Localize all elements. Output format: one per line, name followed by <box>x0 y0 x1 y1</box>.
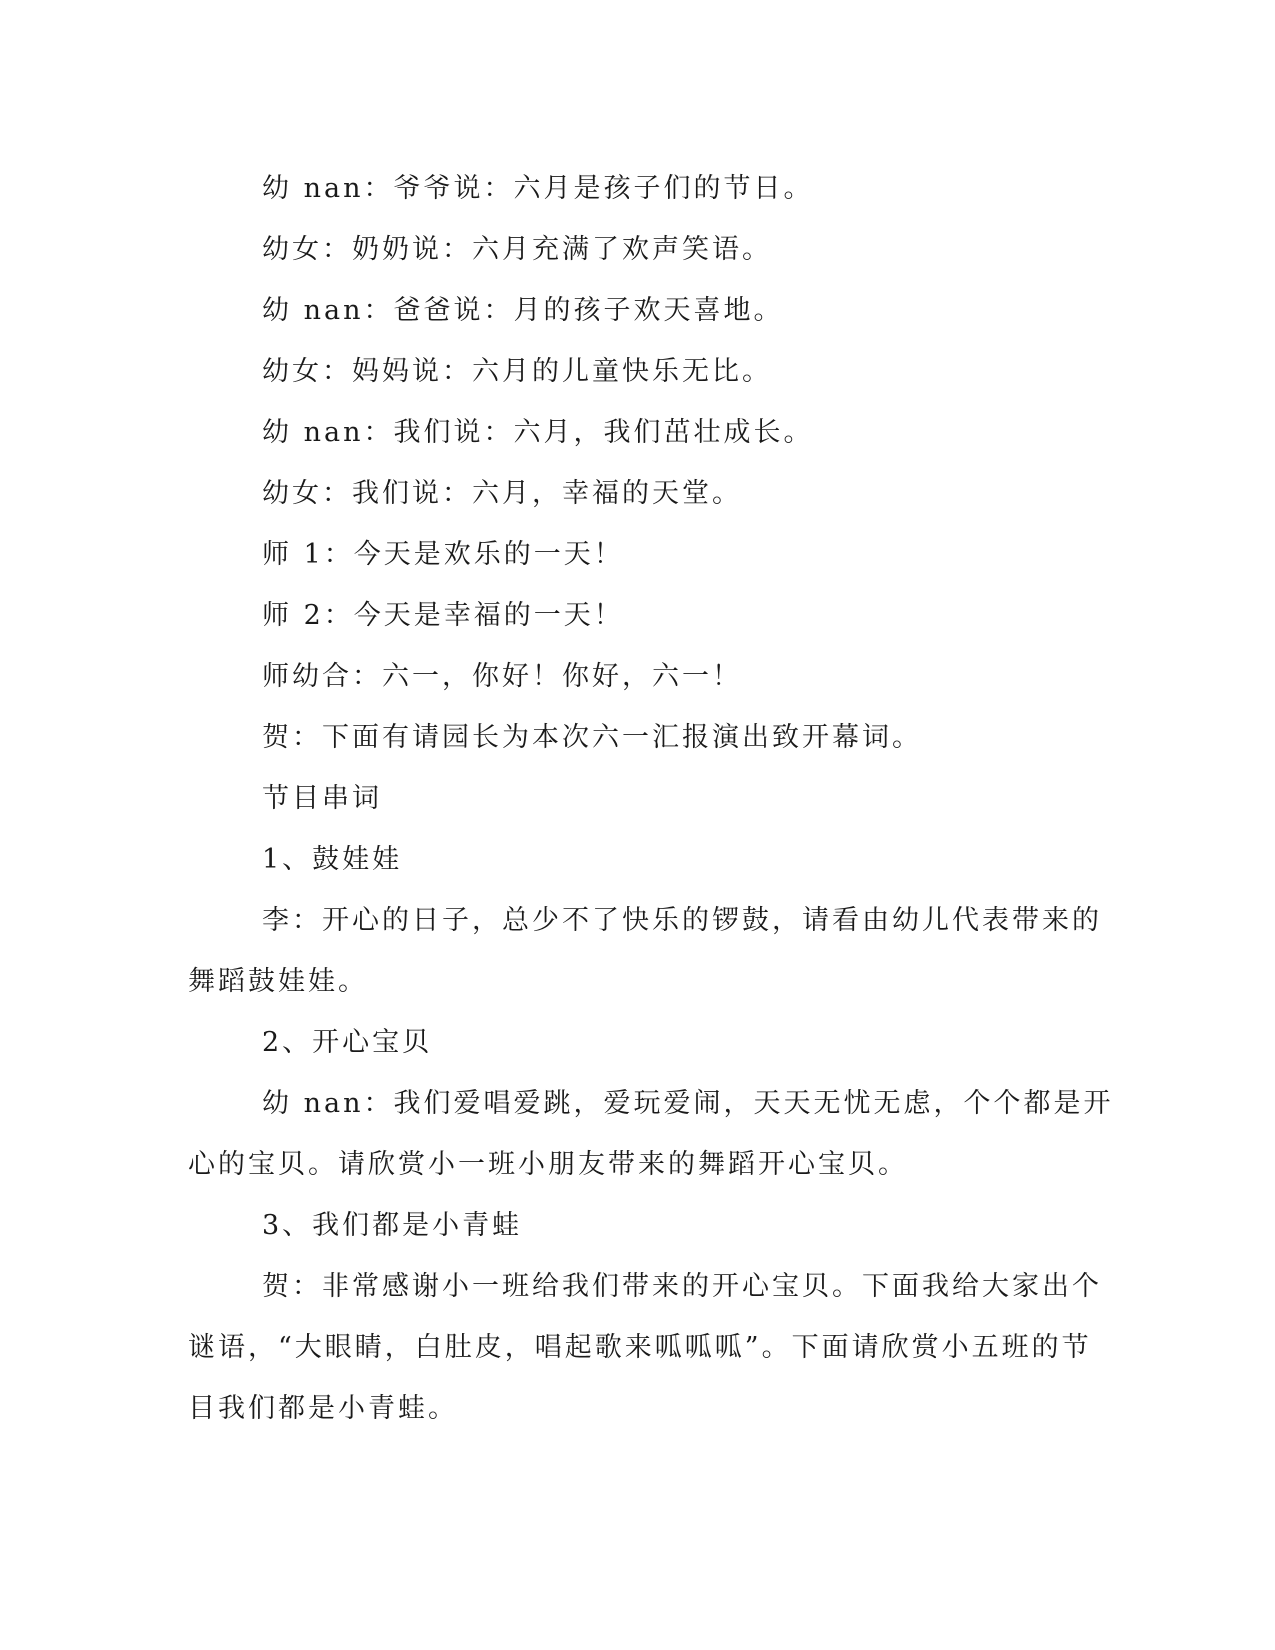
paragraph-line: 幼女：我们说：六月，幸福的天堂。 <box>262 478 742 509</box>
paragraph-line: 幼女：奶奶说：六月充满了欢声笑语。 <box>262 234 772 265</box>
paragraph-line: 师幼合：六一，你好！你好，六一！ <box>262 661 742 692</box>
program-item-heading: 2、开心宝贝 <box>262 1027 433 1058</box>
paragraph-line: 贺：非常感谢小一班给我们带来的开心宝贝。下面我给大家出个 <box>262 1271 1102 1302</box>
paragraph-line: 幼 nan：爷爷说：六月是孩子们的节日。 <box>262 173 814 204</box>
paragraph-line: 幼女：妈妈说：六月的儿童快乐无比。 <box>262 356 772 387</box>
paragraph-continuation: 舞蹈鼓娃娃。 <box>188 966 368 997</box>
paragraph-line: 幼 nan：爸爸说：月的孩子欢天喜地。 <box>262 295 784 326</box>
paragraph-line: 师 2：今天是幸福的一天！ <box>262 600 624 631</box>
paragraph-continuation: 谜语，“大眼睛，白肚皮，唱起歌来呱呱呱”。下面请欣赏小五班的节 <box>188 1332 1092 1363</box>
document-body <box>188 158 1114 1439</box>
program-item-heading: 1、鼓娃娃 <box>262 844 403 875</box>
paragraph-line: 李：开心的日子，总少不了快乐的锣鼓，请看由幼儿代表带来的 <box>262 905 1102 936</box>
paragraph-line: 幼 nan：我们说：六月，我们茁壮成长。 <box>262 417 814 448</box>
paragraph-line: 贺：下面有请园长为本次六一汇报演出致开幕词。 <box>262 722 922 753</box>
paragraph-continuation: 目我们都是小青蛙。 <box>188 1393 458 1424</box>
paragraph-line: 幼 nan：我们爱唱爱跳，爱玩爱闹，天天无忧无虑，个个都是开 <box>262 1088 1114 1119</box>
paragraph-continuation: 心的宝贝。请欣赏小一班小朋友带来的舞蹈开心宝贝。 <box>188 1149 908 1180</box>
section-heading: 节目串词 <box>262 783 382 814</box>
paragraph-line: 师 1：今天是欢乐的一天！ <box>262 539 624 570</box>
program-item-heading: 3、我们都是小青蛙 <box>262 1210 523 1241</box>
